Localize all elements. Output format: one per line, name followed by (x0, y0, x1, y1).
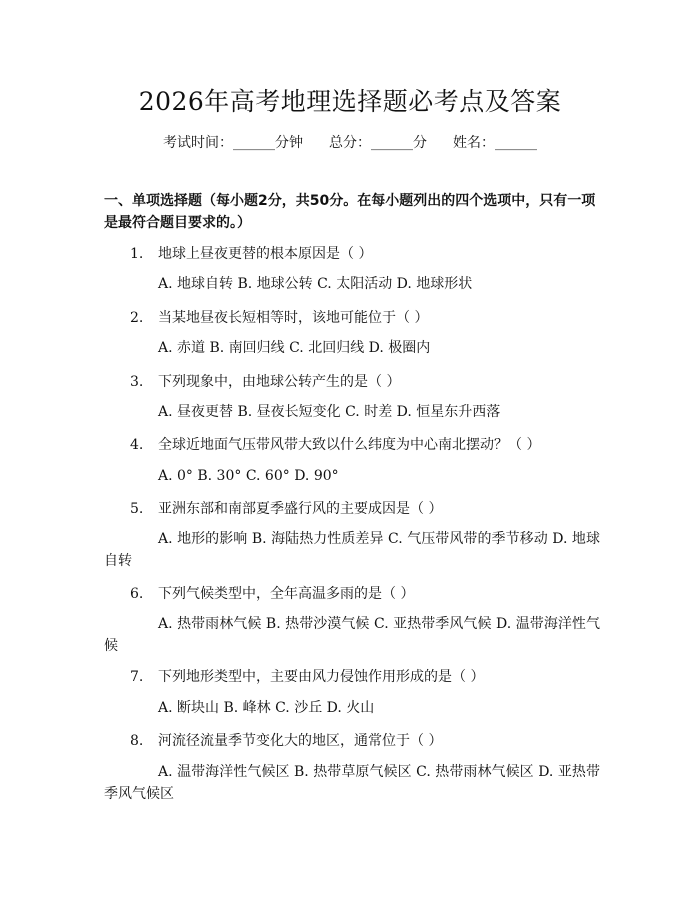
question-5 (130, 498, 442, 520)
question-number: 1. (130, 246, 144, 262)
question-1-options: A. 地球自转 B. 地球公转 C. 太阳活动 D. 地球形状 (158, 276, 473, 292)
question-text: 下列气候类型中，全年高温多雨的是（ ） (158, 586, 415, 602)
question-6 (130, 583, 414, 605)
question-8-options: A. 温带海洋性气候区 B. 热带草原气候区 C. 热带雨林气候区 D. 亚热带季风气候区 (104, 764, 600, 802)
total-score-field: 总分：______分 (329, 135, 427, 151)
question-text: 全球近地面气压带风带大致以什么纬度为中心南北摆动？（ ） (158, 437, 541, 453)
question-3-options: A. 昼夜更替 B. 昼夜长短变化 C. 时差 D. 恒星东升西落 (158, 404, 501, 420)
question-number: 8. (130, 733, 144, 749)
page-title: 2026年高考地理选择题必考点及答案 (138, 87, 562, 116)
question-number: 5. (130, 501, 144, 517)
question-4 (130, 434, 540, 456)
question-8 (130, 730, 442, 752)
question-number: 2. (130, 310, 144, 326)
question-4-options: A. 0° B. 30° C. 60° D. 90° (158, 468, 339, 484)
question-1 (130, 243, 372, 265)
question-text: 下列地形类型中，主要由风力侵蚀作用形成的是（ ） (158, 669, 485, 685)
question-3 (130, 371, 400, 393)
student-name-field: 姓名：______ (453, 135, 537, 151)
question-7-options: A. 断块山 B. 峰林 C. 沙丘 D. 火山 (158, 700, 375, 716)
question-5-options: A. 地形的影响 B. 海陆热力性质差异 C. 气压带风带的季节移动 D. 地球自转 (104, 531, 600, 569)
question-text: 河流径流量季节变化大的地区，通常位于（ ） (158, 733, 443, 749)
question-text: 当某地昼夜长短相等时，该地可能位于（ ） (158, 310, 429, 326)
question-7 (130, 666, 484, 688)
question-number: 4. (130, 437, 144, 453)
question-number: 7. (130, 669, 144, 685)
question-text: 亚洲东部和南部夏季盛行风的主要成因是（ ） (158, 501, 443, 517)
question-6-options: A. 热带雨林气候 B. 热带沙漠气候 C. 亚热带季风气候 D. 温带海洋性气候 (104, 616, 600, 654)
exam-time-field: 考试时间：______分钟 (163, 135, 303, 151)
question-number: 6. (130, 586, 144, 602)
section-heading: 一、单项选择题（每小题2分，共50分。在每小题列出的四个选项中，只有一项是最符合题目要求的。） (104, 193, 596, 231)
question-text: 地球上昼夜更替的根本原因是（ ） (158, 246, 373, 262)
question-number: 3. (130, 374, 144, 390)
question-2-options: A. 赤道 B. 南回归线 C. 北回归线 D. 极圈内 (158, 340, 431, 356)
exam-info-line (0, 132, 700, 152)
question-text: 下列现象中，由地球公转产生的是（ ） (158, 374, 401, 390)
question-2 (130, 307, 428, 329)
